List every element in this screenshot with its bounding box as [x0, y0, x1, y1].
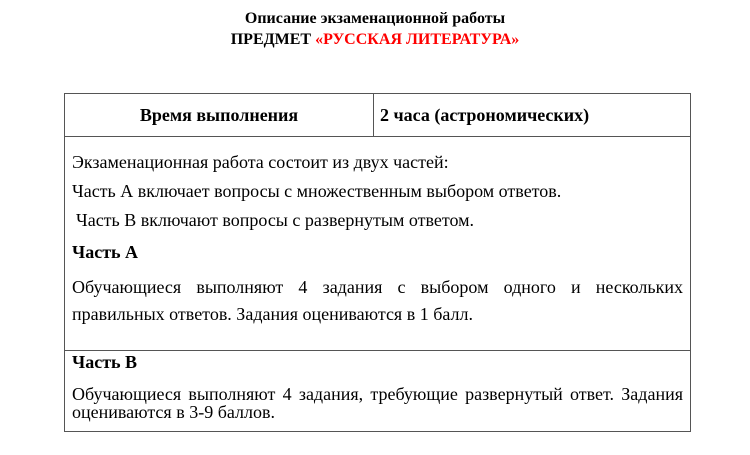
document-title — [0, 8, 750, 50]
part-a-text: Обучающиеся выполняют 4 задания с выбором одного и нескольких правильных ответов. Задания оцениваются в 1 балл. — [72, 277, 683, 324]
intro-and-part-a-cell — [65, 137, 691, 351]
intro-line-3: Часть В включают вопросы с развернутым ответом. — [76, 210, 475, 230]
title-line-2 — [0, 29, 750, 50]
part-a-row — [65, 137, 691, 351]
title-prefix: ПРЕДМЕТ — [230, 31, 316, 48]
duration-label-cell: Время выполнения — [65, 94, 374, 137]
header-row — [65, 94, 691, 137]
title-line-1: Описание экзаменационной работы — [244, 10, 506, 27]
part-a-heading: Часть А — [72, 242, 139, 262]
exam-description-table — [64, 93, 691, 432]
part-b-cell — [65, 351, 691, 432]
subject-name: «РУССКАЯ ЛИТЕРАТУРА» — [315, 31, 520, 48]
part-b-row — [65, 351, 691, 432]
part-b-heading: Часть В — [72, 352, 138, 372]
intro-line-1: Экзаменационная работа состоит из двух частей: — [72, 152, 449, 172]
intro-line-2: Часть А включает вопросы с множественным выбором ответов. — [72, 181, 562, 201]
duration-value-cell: 2 часа (астрономических) — [374, 94, 691, 137]
part-b-text: Обучающиеся выполняют 4 задания, требующие развернутый ответ. Задания оцениваются в 3-9 баллов. — [72, 384, 683, 422]
